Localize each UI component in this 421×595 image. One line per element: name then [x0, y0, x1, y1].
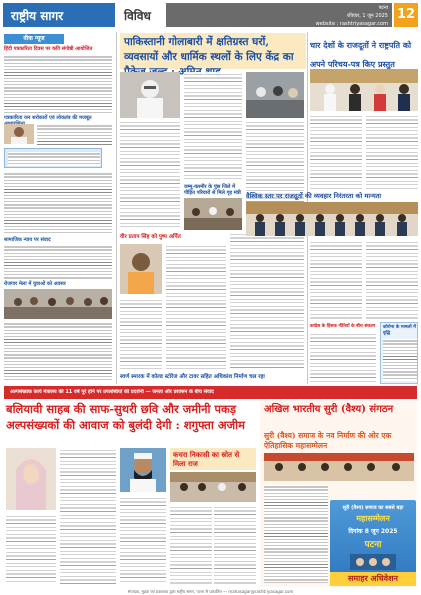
main-story-col1	[120, 120, 180, 230]
date-text: रविवार, 1 जून 2025	[347, 13, 388, 19]
left-highlight-box	[4, 148, 102, 168]
column-rule	[116, 32, 117, 384]
left-story-4-headline: रोजगार मेला में युवाओं को अवसर	[4, 281, 66, 287]
bottom-story-col0	[6, 514, 56, 584]
right-photo-president	[310, 69, 418, 111]
section-label	[120, 3, 164, 27]
website-text: website : rashtriyasagar.com	[315, 21, 388, 27]
main-photo-meeting	[184, 198, 242, 230]
mid-story-col3	[230, 232, 304, 370]
organisation-subheadline: सुरी (वैश्य) समाज के नव निर्माण की ओर एक ऐतिहासिक महासम्मेलन	[264, 431, 392, 450]
mid-headline: वीर प्रताप सिंह को पुष्प अर्पित	[120, 234, 181, 240]
date-block	[296, 4, 388, 27]
red-banner	[4, 386, 417, 399]
highlight-text	[8, 152, 100, 166]
page-footer	[0, 588, 421, 595]
right-bottom-body-1	[310, 332, 376, 382]
masthead-title: राष्ट्रीय सागर	[11, 9, 64, 23]
left-story-2-headline: पत्रकारिता जन सरोकारों एवं लोकतंत्र की मजबूत	[4, 115, 92, 121]
main-photo-speaker	[120, 72, 180, 118]
inner-headline: कचरा निकासी का स्रोत से मिला राज	[173, 450, 240, 468]
bottom-photo-event	[170, 472, 256, 502]
corona-headline: कोरोना के मामलों में वृद्धि	[383, 325, 416, 336]
advert-line-2: महासम्मेलन	[356, 514, 390, 523]
right-story-col4	[366, 240, 418, 320]
right-mid-headline: वैश्विक स्तर पर राजदूतों की व्यवहार निरंतरता को मान्यता	[246, 192, 382, 200]
bottom-headline-line-1: बलियावी साहब की साफ-सुथरी छवि और जमीनी पकड़	[6, 402, 236, 416]
page-number: 12	[394, 3, 418, 27]
corona-body	[383, 339, 417, 381]
masthead	[3, 3, 115, 27]
right-story-col3	[310, 240, 362, 320]
lower-headline: स्वर्ण स्मारक में कोल्ड स्टोरेज और टावर सहित अधिकांश निर्माण चल रहा	[120, 374, 265, 380]
organisation-headline: अखिल भारतीय सुरी (वैश्य) संगठन	[264, 404, 394, 415]
news-tag: वीक न्यूज	[4, 34, 64, 44]
main-story-col2	[184, 72, 242, 182]
left-photo-group	[4, 289, 112, 319]
bottom-story-col4	[214, 505, 256, 585]
advertisement	[330, 500, 416, 586]
bottom-story-col3	[170, 505, 212, 585]
bottom-headline-line-2: अल्पसंख्यकों की आवाज को बुलंदी देगी : शगुफ्ता अजीम	[6, 418, 245, 432]
main-headline-box	[120, 33, 306, 69]
main-headline: पाकिस्तानी गोलाबारी में क्षतिग्रस्त घरों, व्यवसायों और धार्मिक स्थलों के लिए केंद्र का	[124, 36, 294, 63]
right-story-col2	[366, 114, 418, 190]
mid-story-col1	[120, 298, 162, 370]
inner-headline-box	[170, 448, 256, 470]
bottom-headline	[6, 401, 256, 445]
organisation-photo	[264, 453, 414, 481]
bottom-photo-man	[120, 448, 166, 492]
main-sub-headline: जम्मू-कश्मीर के पुंछ जिले में पीड़ित परिवारों से मिले गृह मंत्री	[184, 184, 241, 196]
bottom-photo-woman	[6, 448, 56, 510]
left-story-3-headline: सामाजिक न्याय पर संवाद	[4, 237, 51, 243]
right-story-col1	[310, 114, 362, 190]
advert-line-4: पटना	[364, 540, 382, 550]
advert-line-1: सूरी (वैश्य) समाज का सबसे बड़ा	[342, 505, 404, 511]
right-headline-box	[310, 33, 418, 67]
advert-line-3: दिनांक 8 जून 2025	[348, 528, 398, 535]
left-story-1-body	[4, 55, 112, 113]
bottom-story-col2	[120, 496, 166, 584]
date-city: पटना	[378, 5, 388, 11]
right-bottom-headline-1: कांग्रेस के हिंसक नीतियों के बीच संकल्प	[310, 324, 376, 329]
left-photo-person	[4, 124, 34, 144]
left-story-4-body	[4, 322, 112, 382]
right-photo-delegates	[246, 202, 418, 236]
bottom-story-col1	[60, 448, 116, 584]
footer-text: संपादक, मुद्रक एवं प्रकाशक द्वारा राष्ट्रीय सागर, पटना से प्रकाशित — mahasagar@rashtriyasagar.com	[127, 589, 294, 594]
mid-story-col2	[166, 244, 226, 370]
left-story-1-headline: हिंदी पत्रकारिता दिवस पर कवि संगोष्ठी आयोजित	[4, 46, 93, 52]
corona-box	[380, 322, 418, 384]
advert-photo	[350, 554, 396, 570]
page-header	[0, 0, 421, 30]
section-title: विविध	[124, 9, 151, 23]
right-headline: चार देशों के राजदूतों ने राष्ट्रपति को अपने परिचय-पत्र किए प्रस्तुत	[310, 40, 412, 69]
red-banner-text: अल्पसंख्यक कार्य मंत्रालय की 11 वर्ष पूरे होने पर उपलब्धियों की प्रदर्शनी — जनता और प्रशासन के बीच संवाद	[10, 389, 214, 395]
advert-bottom-banner: समाहर अधिवेशन	[330, 572, 416, 586]
left-story-2-body-cont	[4, 172, 112, 234]
mid-photo-portrait	[120, 244, 162, 294]
organisation-body	[264, 485, 328, 583]
left-story-3-body	[4, 245, 112, 279]
left-story-2-body	[37, 124, 112, 146]
main-photo-visit	[246, 72, 304, 118]
